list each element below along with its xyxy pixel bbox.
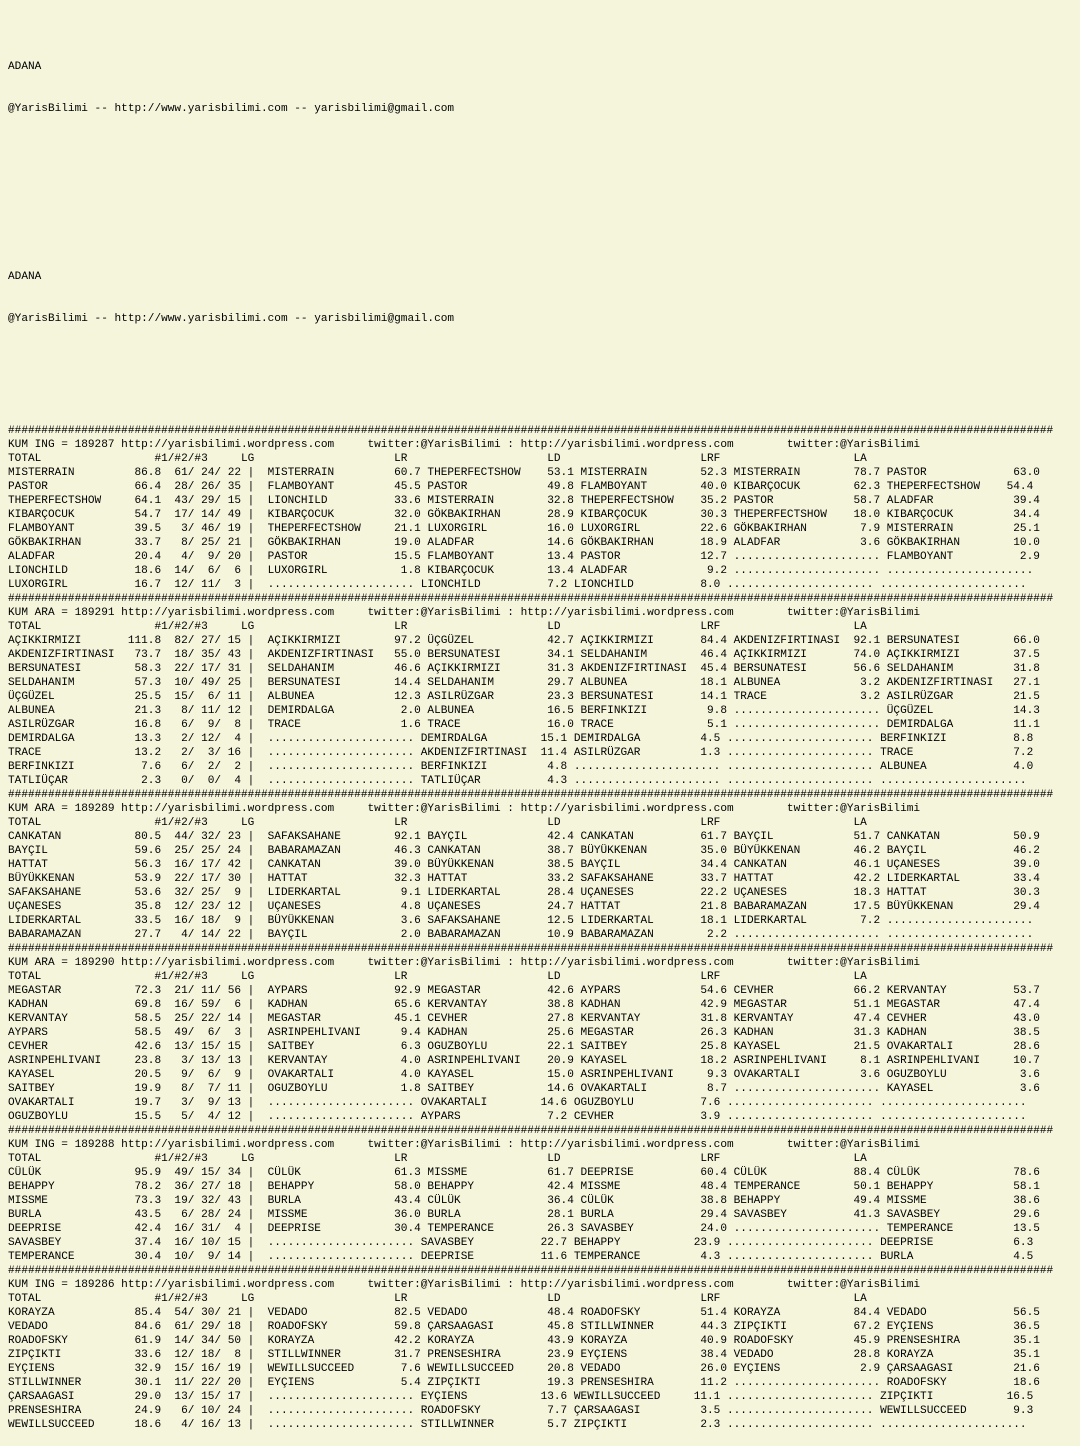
table-row: SAITBEY 19.9 8/ 7/ 11 | OGUZBOYLU 1.8 SAITBEY 14.6 OVAKARTALI 8.7 ...................... KAYASEL 3.6	[8, 1083, 1040, 1095]
separator-line: #############################################################################################################################################################	[8, 1125, 1054, 1137]
table-row: AÇIKKIRMIZI 111.8 82/ 27/ 15 | AÇIKKIRMIZI 97.2 ÜÇGÜZEL 42.7 AÇIKKIRMIZI 84.4 AKDENIZFIRTINASI 92.1 BERSUNATESI 66.0	[8, 635, 1040, 647]
table-row: BABARAMAZAN 27.7 4/ 14/ 22 | BAYÇIL 2.0 BABARAMAZAN 10.9 BABARAMAZAN 2.2 ...................... ......................	[8, 929, 1034, 941]
table-row: DEEPRISE 42.4 16/ 31/ 4 | DEEPRISE 30.4 TEMPERANCE 26.3 SAVASBEY 24.0 ...................... TEMPERANCE 13.5	[8, 1223, 1040, 1235]
table-row: KADHAN 69.8 16/ 59/ 6 | KADHAN 65.6 KERVANTAY 38.8 KADHAN 42.9 MEGASTAR 51.1 MEGASTAR 47.4	[8, 999, 1040, 1011]
table-row: PRENSESHIRA 24.9 6/ 10/ 24 | ...................... ROADOFSKY 7.7 ÇARSAAGASI 3.5 ...................... WEWILLSUCCEED 9.3	[8, 1405, 1034, 1417]
table-row: KERVANTAY 58.5 25/ 22/ 14 | MEGASTAR 45.1 CEVHER 27.8 KERVANTAY 31.8 KERVANTAY 47.4 CEVHER 43.0	[8, 1013, 1040, 1025]
table-row: MEGASTAR 72.3 21/ 11/ 56 | AYPARS 92.9 MEGASTAR 42.6 AYPARS 54.6 CEVHER 66.2 KERVANTAY 53.7	[8, 985, 1040, 997]
column-header-line: TOTAL #1/#2/#3 LG LR LD LRF LA	[8, 1153, 867, 1165]
separator-line: #############################################################################################################################################################	[8, 943, 1054, 955]
separator-line: #############################################################################################################################################################	[8, 1265, 1054, 1277]
table-row: FLAMBOYANT 39.5 3/ 46/ 19 | THEPERFECTSHOW 21.1 LUXORGIRL 16.0 LUXORGIRL 22.6 GÖKBAKIRHAN 7.9 MISTERRAIN 25.1	[8, 523, 1040, 535]
race-title-line: KUM ING = 189287 http://yarisbilimi.wordpress.com twitter:@YarisBilimi : http://yarisbilimi.wordpress.com twitter:@YarisBilimi	[8, 439, 921, 451]
table-row: ASRINPEHLIVANI 23.8 3/ 13/ 13 | KERVANTAY 4.0 ASRINPEHLIVANI 20.9 KAYASEL 18.2 ASRINPEHLIVANI 8.1 ASRINPEHLIVANI 10.7	[8, 1055, 1040, 1067]
table-row: LIONCHILD 18.6 14/ 6/ 6 | LUXORGIRL 1.8 KIBARÇOCUK 13.4 ALADFAR 9.2 ...................... ......................	[8, 565, 1034, 577]
table-row: BERFINKIZI 7.6 6/ 2/ 2 | ...................... BERFINKIZI 4.8 ...................... ...................... ALBUNEA 4.0	[8, 761, 1034, 773]
table-row: AYPARS 58.5 49/ 6/ 3 | ASRINPEHLIVANI 9.4 KADHAN 25.6 MEGASTAR 26.3 KADHAN 31.3 KADHAN 38.5	[8, 1027, 1040, 1039]
table-row: ROADOFSKY 61.9 14/ 34/ 50 | KORAYZA 42.2 KORAYZA 43.9 KORAYZA 40.9 ROADOFSKY 45.9 PRENSESHIRA 35.1	[8, 1335, 1040, 1347]
header-line	[8, 186, 1080, 200]
table-row: KORAYZA 85.4 54/ 30/ 21 | VEDADO 82.5 VEDADO 48.4 ROADOFSKY 51.4 KORAYZA 84.4 VEDADO 56.5	[8, 1307, 1040, 1319]
table-row: KIBARÇOCUK 54.7 17/ 14/ 49 | KIBARÇOCUK 32.0 GÖKBAKIRHAN 28.9 KIBARÇOCUK 30.3 THEPERFECTSHOW 18.0 KIBARÇOCUK 34.4	[8, 509, 1040, 521]
table-row: AKDENIZFIRTINASI 73.7 18/ 35/ 43 | AKDENIZFIRTINASI 55.0 BERSUNATESI 34.1 SELDAHANIM 46.4 AÇIKKIRMIZI 74.0 AÇIKKIRMIZI 37.5	[8, 649, 1040, 661]
race-block	[8, 1278, 1080, 1432]
table-row: MISSME 73.3 19/ 32/ 43 | BURLA 43.4 CÜLÜK 36.4 CÜLÜK 38.8 BEHAPPY 49.4 MISSME 38.6	[8, 1195, 1040, 1207]
table-row: STILLWINNER 30.1 11/ 22/ 20 | EYÇIENS 5.4 ZIPÇIKTI 19.3 PRENSESHIRA 11.2 ...................... ROADOFSKY 18.6	[8, 1377, 1040, 1389]
column-header-line: TOTAL #1/#2/#3 LG LR LD LRF LA	[8, 453, 867, 465]
table-row: UÇANESES 35.8 12/ 23/ 12 | UÇANESES 4.8 UÇANESES 24.7 HATTAT 21.8 BABARAMAZAN 17.5 BÜYÜKKENAN 29.4	[8, 901, 1040, 913]
table-row: HATTAT 56.3 16/ 17/ 42 | CANKATAN 39.0 BÜYÜKKENAN 38.5 BAYÇIL 34.4 CANKATAN 46.1 UÇANESES 39.0	[8, 859, 1040, 871]
table-row: LUXORGIRL 16.7 12/ 11/ 3 | ...................... LIONCHILD 7.2 LIONCHILD 8.0 ...................... ......................	[8, 579, 1027, 591]
table-row: CEVHER 42.6 13/ 15/ 15 | SAITBEY 6.3 OGUZBOYLU 22.1 SAITBEY 25.8 KAYASEL 21.5 OVAKARTALI 28.6	[8, 1041, 1040, 1053]
table-row: KAYASEL 20.5 9/ 6/ 9 | OVAKARTALI 4.0 KAYASEL 15.0 ASRINPEHLIVANI 9.3 OVAKARTALI 3.6 OGUZBOYLU 3.6	[8, 1069, 1040, 1081]
table-row: SAVASBEY 37.4 16/ 10/ 15 | ...................... SAVASBEY 22.7 BEHAPPY 23.9 ...................... DEEPRISE 6.3	[8, 1237, 1034, 1249]
race-tables	[8, 424, 1080, 1432]
header-line: ADANA	[8, 61, 42, 73]
race-title-line: KUM ARA = 189291 http://yarisbilimi.wordpress.com twitter:@YarisBilimi : http://yarisbilimi.wordpress.com twitter:@YarisBilimi	[8, 607, 921, 619]
table-row: TRACE 13.2 2/ 3/ 16 | ...................... AKDENIZFIRTINASI 11.4 ASILRÜZGAR 1.3 ...................... TRACE 7.2	[8, 747, 1034, 759]
race-block	[8, 606, 1080, 788]
table-row: ALADFAR 20.4 4/ 9/ 20 | PASTOR 15.5 FLAMBOYANT 13.4 PASTOR 12.7 ...................... FLAMBOYANT 2.9	[8, 551, 1040, 563]
table-row: PASTOR 66.4 28/ 26/ 35 | FLAMBOYANT 45.5 PASTOR 49.8 FLAMBOYANT 40.0 KIBARÇOCUK 62.3 THEPERFECTSHOW 54.4	[8, 481, 1034, 493]
header-line	[8, 228, 1080, 242]
table-row: VEDADO 84.6 61/ 29/ 18 | ROADOFSKY 59.8 ÇARSAAGASI 45.8 STILLWINNER 44.3 ZIPÇIKTI 67.2 EYÇIENS 36.5	[8, 1321, 1040, 1333]
column-header-line: TOTAL #1/#2/#3 LG LR LD LRF LA	[8, 1293, 867, 1305]
table-row: EYÇIENS 32.9 15/ 16/ 19 | WEWILLSUCCEED 7.6 WEWILLSUCCEED 20.8 VEDADO 26.0 EYÇIENS 2.9 ÇARSAAGASI 21.6	[8, 1363, 1040, 1375]
table-row: THEPERFECTSHOW 64.1 43/ 29/ 15 | LIONCHILD 33.6 MISTERRAIN 32.8 THEPERFECTSHOW 35.2 PASTOR 58.7 ALADFAR 39.4	[8, 495, 1040, 507]
race-title-line: KUM ING = 189286 http://yarisbilimi.wordpress.com twitter:@YarisBilimi : http://yarisbilimi.wordpress.com twitter:@YarisBilimi	[8, 1279, 921, 1291]
separator-line: #############################################################################################################################################################	[8, 425, 1054, 437]
table-row: TEMPERANCE 30.4 10/ 9/ 14 | ...................... DEEPRISE 11.6 TEMPERANCE 4.3 ...................... BURLA 4.5	[8, 1251, 1034, 1263]
table-row: ASILRÜZGAR 16.8 6/ 9/ 8 | TRACE 1.6 TRACE 16.0 TRACE 5.1 ...................... DEMIRDALGA 11.1	[8, 719, 1040, 731]
race-block	[8, 438, 1080, 592]
table-row: BAYÇIL 59.6 25/ 25/ 24 | BABARAMAZAN 46.3 CANKATAN 38.7 BÜYÜKKENAN 35.0 BÜYÜKKENAN 46.2 BAYÇIL 46.2	[8, 845, 1040, 857]
header-line: ADANA	[8, 271, 42, 283]
separator-line: #############################################################################################################################################################	[8, 789, 1054, 801]
race-title-line: KUM ARA = 189290 http://yarisbilimi.wordpress.com twitter:@YarisBilimi : http://yarisbilimi.wordpress.com twitter:@YarisBilimi	[8, 957, 921, 969]
table-row: ZIPÇIKTI 33.6 12/ 18/ 8 | STILLWINNER 31.7 PRENSESHIRA 23.9 EYÇIENS 38.4 VEDADO 28.8 KORAYZA 35.1	[8, 1349, 1040, 1361]
table-row: ÇARSAAGASI 29.0 13/ 15/ 17 | ...................... EYÇIENS 13.6 WEWILLSUCCEED 11.1 ...................... ZIPÇIKTI 16.5	[8, 1391, 1034, 1403]
table-row: DEMIRDALGA 13.3 2/ 12/ 4 | ...................... DEMIRDALGA 15.1 DEMIRDALGA 4.5 ...................... BERFINKIZI 8.8	[8, 733, 1034, 745]
table-row: OVAKARTALI 19.7 3/ 9/ 13 | ...................... OVAKARTALI 14.6 OGUZBOYLU 7.6 ...................... ......................	[8, 1097, 1027, 1109]
header-line: @YarisBilimi -- http://www.yarisbilimi.com -- yarisbilimi@gmail.com	[8, 313, 455, 325]
table-row: ALBUNEA 21.3 8/ 11/ 12 | DEMIRDALGA 2.0 ALBUNEA 16.5 BERFINKIZI 9.8 ...................... ÜÇGÜZEL 14.3	[8, 705, 1040, 717]
race-title-line: KUM ARA = 189289 http://yarisbilimi.wordpress.com twitter:@YarisBilimi : http://yarisbilimi.wordpress.com twitter:@YarisBilimi	[8, 803, 921, 815]
table-row: GÖKBAKIRHAN 33.7 8/ 25/ 21 | GÖKBAKIRHAN 19.0 ALADFAR 14.6 GÖKBAKIRHAN 18.9 ALADFAR 3.6 GÖKBAKIRHAN 10.0	[8, 537, 1040, 549]
table-row: WEWILLSUCCEED 18.6 4/ 16/ 13 | ...................... STILLWINNER 5.7 ZIPÇIKTI 2.3 ...................... ......................	[8, 1419, 1027, 1431]
separator-line: #############################################################################################################################################################	[8, 593, 1054, 605]
table-row: CÜLÜK 95.9 49/ 15/ 34 | CÜLÜK 61.3 MISSME 61.7 DEEPRISE 60.4 CÜLÜK 88.4 CÜLÜK 78.6	[8, 1167, 1040, 1179]
table-row: SELDAHANIM 57.3 10/ 49/ 25 | BERSUNATESI 14.4 SELDAHANIM 29.7 ALBUNEA 18.1 ALBUNEA 3.2 AKDENIZFIRTINASI 27.1	[8, 677, 1040, 689]
table-row: SAFAKSAHANE 53.6 32/ 25/ 9 | LIDERKARTAL 9.1 LIDERKARTAL 28.4 UÇANESES 22.2 UÇANESES 18.3 HATTAT 30.3	[8, 887, 1040, 899]
table-row: OGUZBOYLU 15.5 5/ 4/ 12 | ...................... AYPARS 7.2 CEVHER 3.9 ...................... ......................	[8, 1111, 1027, 1123]
table-row: LIDERKARTAL 33.5 16/ 18/ 9 | BÜYÜKKENAN 3.6 SAFAKSAHANE 12.5 LIDERKARTAL 18.1 LIDERKARTAL 7.2 ......................	[8, 915, 1034, 927]
column-header-line: TOTAL #1/#2/#3 LG LR LD LRF LA	[8, 621, 867, 633]
column-header-line: TOTAL #1/#2/#3 LG LR LD LRF LA	[8, 817, 867, 829]
table-row: BÜYÜKKENAN 53.9 22/ 17/ 30 | HATTAT 32.3 HATTAT 33.2 SAFAKSAHANE 33.7 HATTAT 42.2 LIDERKARTAL 33.4	[8, 873, 1040, 885]
race-block	[8, 802, 1080, 942]
table-row: BERSUNATESI 58.3 22/ 17/ 31 | SELDAHANIM 46.6 AÇIKKIRMIZI 31.3 AKDENIZFIRTINASI 45.4 BERSUNATESI 56.6 SELDAHANIM 31.8	[8, 663, 1040, 675]
table-row: TATLIÜÇAR 2.3 0/ 0/ 4 | ...................... TATLIÜÇAR 4.3 ...................... ...................... ......................	[8, 775, 1027, 787]
race-block	[8, 1138, 1080, 1264]
race-title-line: KUM ING = 189288 http://yarisbilimi.wordpress.com twitter:@YarisBilimi : http://yarisbilimi.wordpress.com twitter:@YarisBilimi	[8, 1139, 921, 1151]
table-row: CANKATAN 80.5 44/ 32/ 23 | SAFAKSAHANE 92.1 BAYÇIL 42.4 CANKATAN 61.7 BAYÇIL 51.7 CANKATAN 50.9	[8, 831, 1040, 843]
table-row: MISTERRAIN 86.8 61/ 24/ 22 | MISTERRAIN 60.7 THEPERFECTSHOW 53.1 MISTERRAIN 52.3 MISTERRAIN 78.7 PASTOR 63.0	[8, 467, 1040, 479]
column-header-line: TOTAL #1/#2/#3 LG LR LD LRF LA	[8, 971, 867, 983]
header-line	[8, 354, 1080, 368]
report-header	[8, 32, 1080, 396]
header-line: @YarisBilimi -- http://www.yarisbilimi.com -- yarisbilimi@gmail.com	[8, 103, 455, 115]
table-row: BURLA 43.5 6/ 28/ 24 | MISSME 36.0 BURLA 28.1 BURLA 29.4 SAVASBEY 41.3 SAVASBEY 29.6	[8, 1209, 1040, 1221]
table-row: BEHAPPY 78.2 36/ 27/ 18 | BEHAPPY 58.0 BEHAPPY 42.4 MISSME 48.4 TEMPERANCE 50.1 BEHAPPY 58.1	[8, 1181, 1040, 1193]
race-block	[8, 956, 1080, 1124]
table-row: ÜÇGÜZEL 25.5 15/ 6/ 11 | ALBUNEA 12.3 ASILRÜZGAR 23.3 BERSUNATESI 14.1 TRACE 3.2 ASILRÜZGAR 21.5	[8, 691, 1040, 703]
header-line	[8, 144, 1080, 158]
